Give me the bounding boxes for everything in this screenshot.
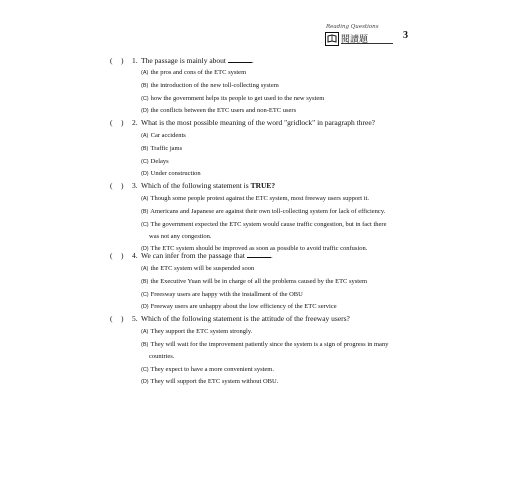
option-a: (A) the pros and cons of the ETC system: [141, 69, 247, 76]
option-c: (C) The government expected the ETC system would cause traffic congestion, but in fact there: [141, 221, 387, 228]
option-b: (B) Americans and Japanese are against their own toll-collecting system for lack of efficiency.: [141, 208, 386, 215]
header-text: 閱讀題: [341, 34, 369, 44]
option-d: (D) They will support the ETC system without OBU.: [141, 378, 279, 385]
option-d: (D) Freeway users are unhappy about the low efficiency of the ETC service: [141, 303, 337, 310]
option-a: (A) They support the ETC system strongly.: [141, 328, 253, 335]
answer-paren-left: (: [110, 251, 113, 260]
option-b: (B) Traffic jams: [141, 145, 183, 152]
answer-blank: [247, 251, 271, 258]
option-a: (A) Though some people protest against the ETC system, most freeway users support it.: [141, 195, 369, 202]
option-c: (C) They expect to have a more convenient system.: [141, 366, 274, 373]
question-stem: Which of the following statement is TRUE?: [141, 181, 276, 190]
option-d: (D) Under construction: [141, 170, 201, 177]
reading-logo-icon: [325, 32, 339, 46]
option-b: (B) the Executive Yuan will be in charge of all the problems caused by the ETC system: [141, 278, 368, 285]
answer-paren-right: ): [121, 314, 124, 323]
option-b: (B) They will wait for the improvement patiently since the system is a sign of progress in many: [141, 341, 389, 348]
question-number: 1.: [132, 56, 138, 65]
answer-paren-left: (: [110, 181, 113, 190]
answer-paren-left: (: [110, 314, 113, 323]
option-c-continuation: was not any congestion.: [149, 233, 212, 240]
question-number: 5.: [132, 314, 138, 323]
option-b: (B) the introduction of the new toll-collecting system: [141, 82, 279, 89]
page-number: 3: [403, 30, 408, 41]
answer-paren-right: ): [121, 251, 124, 260]
question-stem: What is the most possible meaning of the word "gridlock" in paragraph three?: [141, 118, 375, 127]
option-a: (A) the ETC system will be suspended soon: [141, 265, 255, 272]
option-a: (A) Car accidents: [141, 132, 186, 139]
answer-paren-left: (: [110, 118, 113, 127]
question-stem: The passage is mainly about .: [141, 56, 254, 65]
header-rule: [341, 43, 393, 44]
answer-paren-right: ): [121, 181, 124, 190]
question-stem: Which of the following statement is the attitude of the freeway users?: [141, 314, 350, 323]
option-b-continuation: countries.: [149, 353, 175, 360]
option-c: (C) how the government helps its people to get used to the new system: [141, 95, 325, 102]
answer-paren-right: ): [121, 118, 124, 127]
answer-blank: [228, 56, 252, 63]
option-d: (D) The ETC system should be improved as soon as possible to avoid traffic confusion.: [141, 245, 368, 252]
question-stem: We can infer from the passage that .: [141, 251, 273, 260]
header-label: Reading Questions: [326, 24, 379, 30]
question-number: 4.: [132, 251, 138, 260]
answer-paren-right: ): [121, 56, 124, 65]
option-c: (C) Delays: [141, 158, 169, 165]
answer-paren-left: (: [110, 56, 113, 65]
question-number: 2.: [132, 118, 138, 127]
option-c: (C) Freesway users are happy with the installment of the OBU: [141, 291, 303, 298]
question-number: 3.: [132, 181, 138, 190]
option-d: (D) the conflicts between the ETC users and non-ETC users: [141, 107, 297, 114]
